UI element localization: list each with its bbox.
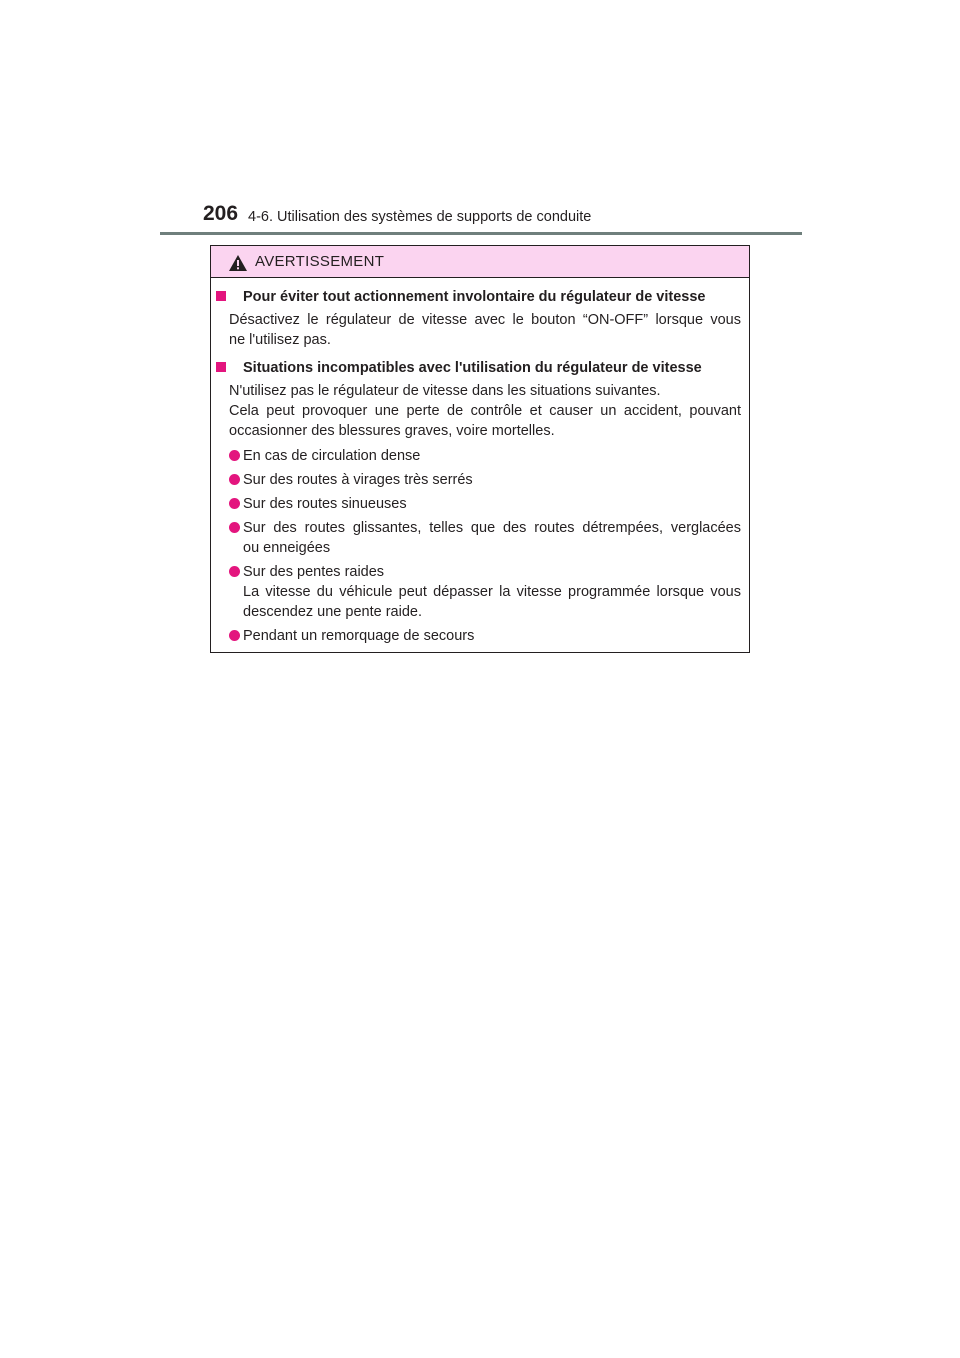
header-rule [160, 232, 802, 235]
section-heading-text: Pour éviter tout actionnement involontaire du régulateur de vitesse [243, 289, 706, 305]
list-item [211, 518, 749, 558]
circle-bullet-icon [229, 474, 240, 485]
list-item [211, 562, 749, 622]
list-item-line: En cas de circulation dense [243, 448, 421, 464]
page-number: 206 [203, 202, 239, 225]
section-paragraph [211, 310, 749, 350]
warning-title: AVERTISSEMENT [255, 253, 385, 270]
paragraph-line: Cela peut provoquer une perte de contrôle et causer un accident, pouvant [229, 403, 741, 419]
list-item-line: Sur des routes sinueuses [243, 496, 407, 512]
section-heading [211, 358, 749, 378]
list-item [211, 626, 749, 646]
list-item-line: Sur des routes à virages très serrés [243, 472, 473, 488]
list-item [211, 470, 749, 490]
circle-bullet-icon [229, 630, 240, 641]
paragraph-line: ne l'utilisez pas. [229, 332, 331, 348]
warning-triangle-icon [228, 254, 248, 272]
circle-bullet-icon [229, 566, 240, 577]
section-heading-text: Situations incompatibles avec l'utilisation du régulateur de vitesse [243, 360, 702, 376]
square-bullet-icon [216, 291, 226, 301]
list-item-line: Sur des pentes raides [243, 564, 385, 580]
list-item [211, 494, 749, 514]
list-item-line: Pendant un remorquage de secours [243, 628, 475, 644]
square-bullet-icon [216, 362, 226, 372]
paragraph-line: occasionner des blessures graves, voire mortelles. [229, 423, 555, 439]
warning-box [210, 245, 750, 653]
section-heading [211, 287, 749, 307]
section-title: 4-6. Utilisation des systèmes de supports de conduite [248, 209, 592, 225]
paragraph-line: N'utilisez pas le régulateur de vitesse dans les situations suivantes. [229, 383, 661, 399]
warning-header [211, 246, 749, 278]
list-item-line: La vitesse du véhicule peut dépasser la vitesse programmée lorsque vous [243, 584, 741, 600]
list-item-line: descendez une pente raide. [243, 604, 422, 620]
section-paragraph [211, 381, 749, 441]
list-item [211, 446, 749, 466]
circle-bullet-icon [229, 522, 240, 533]
paragraph-line: Désactivez le régulateur de vitesse avec le bouton “ON-OFF” lorsque vous [229, 312, 741, 328]
list-item-line: ou enneigées [243, 540, 331, 556]
circle-bullet-icon [229, 498, 240, 509]
list-item-line: Sur des routes glissantes, telles que des routes détrempées, verglacées [243, 520, 741, 536]
warning-body [211, 287, 749, 650]
circle-bullet-icon [229, 450, 240, 461]
